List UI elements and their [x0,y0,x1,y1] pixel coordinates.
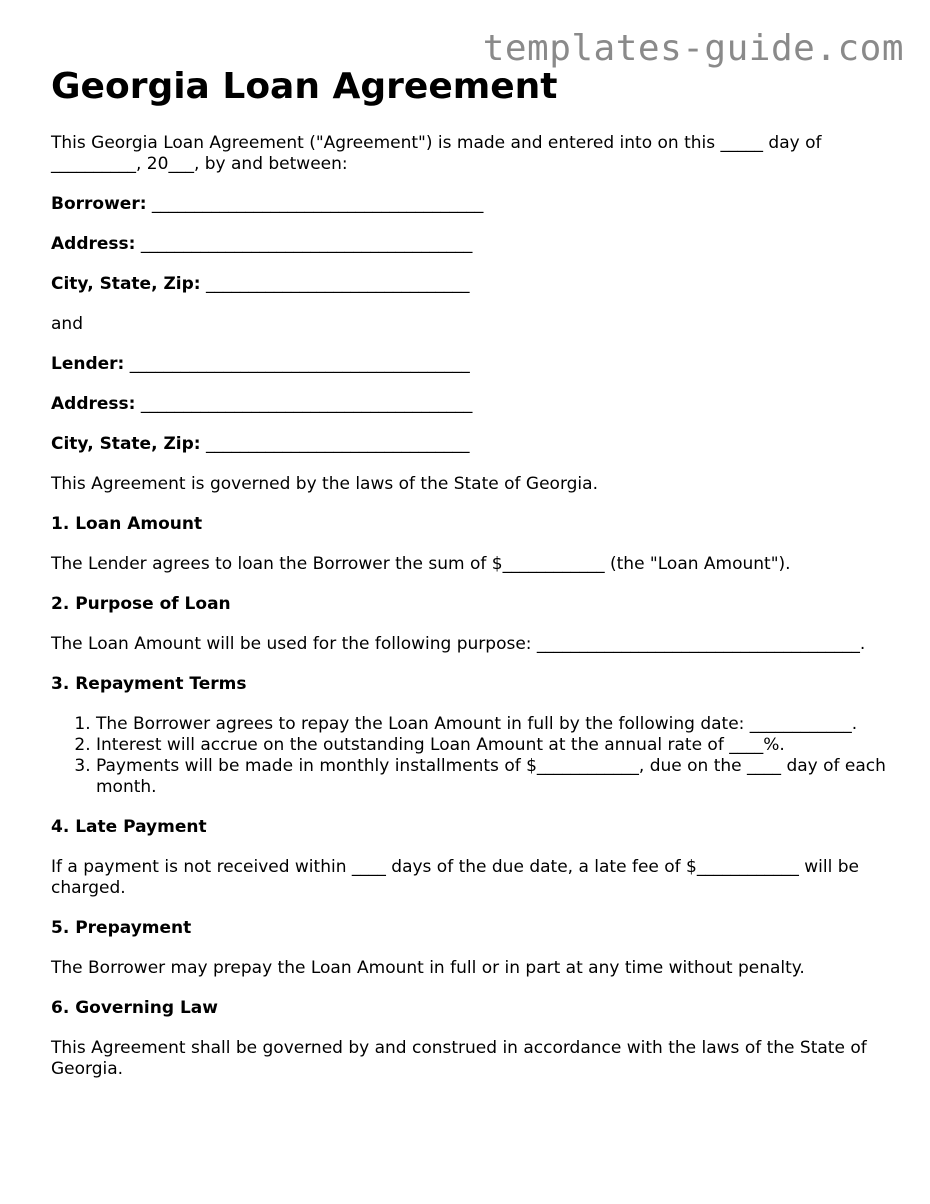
intro-paragraph: This Georgia Loan Agreement ("Agreement") is made and entered into on this _____ day of __________, 20___, by and between: [51,133,822,174]
lender-name-line [51,354,891,375]
borrower-city-label: City, State, Zip: [51,274,201,294]
borrower-name-line [51,194,891,215]
borrower-name-label: Borrower: [51,194,147,214]
borrower-city-line [51,274,891,295]
loan-amount-heading: 1. Loan Amount [51,514,203,534]
repayment-term-item: 1. The Borrower agrees to repay the Loan Amount in full by the following date: ____________. [96,714,891,735]
late-payment-body: If a payment is not received within ____ days of the due date, a late fee of $____________ will be charged. [51,857,859,898]
borrower-address-blank: _______________________________________ [140,234,473,254]
lender-address-label: Address: [51,394,136,414]
and-text: and [51,314,83,334]
repayment-term-item: 2. Interest will accrue on the outstanding Loan Amount at the annual rate of ____%. [96,735,891,756]
purpose-body: The Loan Amount will be used for the following purpose: ______________________________________. [51,634,866,654]
governing-law-body: This Agreement shall be governed by and construed in accordance with the laws of the State of Georgia. [51,1038,867,1079]
late-payment-heading: 4. Late Payment [51,817,207,837]
lender-address-blank: _______________________________________ [140,394,473,414]
repayment-terms-list [51,714,891,798]
repayment-term-item: 3. Payments will be made in monthly installments of $____________, due on the ____ day of each month. [96,756,891,798]
lender-city-line [51,434,891,455]
governed-statement: This Agreement is governed by the laws of the State of Georgia. [51,474,598,494]
borrower-address-label: Address: [51,234,136,254]
repayment-heading: 3. Repayment Terms [51,674,247,694]
loan-agreement-document [51,62,891,1099]
lender-name-blank: ________________________________________ [129,354,470,374]
lender-city-blank: _______________________________ [205,434,470,454]
purpose-heading: 2. Purpose of Loan [51,594,231,614]
prepayment-heading: 5. Prepayment [51,918,192,938]
document-title: Georgia Loan Agreement [51,66,558,107]
loan-amount-body: The Lender agrees to loan the Borrower the sum of $____________ (the "Loan Amount"). [51,554,791,574]
lender-address-line [51,394,891,415]
prepayment-body: The Borrower may prepay the Loan Amount in full or in part at any time without penalty. [51,958,805,978]
borrower-address-line [51,234,891,255]
borrower-name-blank: _______________________________________ [151,194,484,214]
lender-city-label: City, State, Zip: [51,434,201,454]
lender-name-label: Lender: [51,354,125,374]
site-watermark: templates-guide.com [482,28,904,69]
borrower-city-blank: _______________________________ [205,274,470,294]
governing-law-heading: 6. Governing Law [51,998,218,1018]
